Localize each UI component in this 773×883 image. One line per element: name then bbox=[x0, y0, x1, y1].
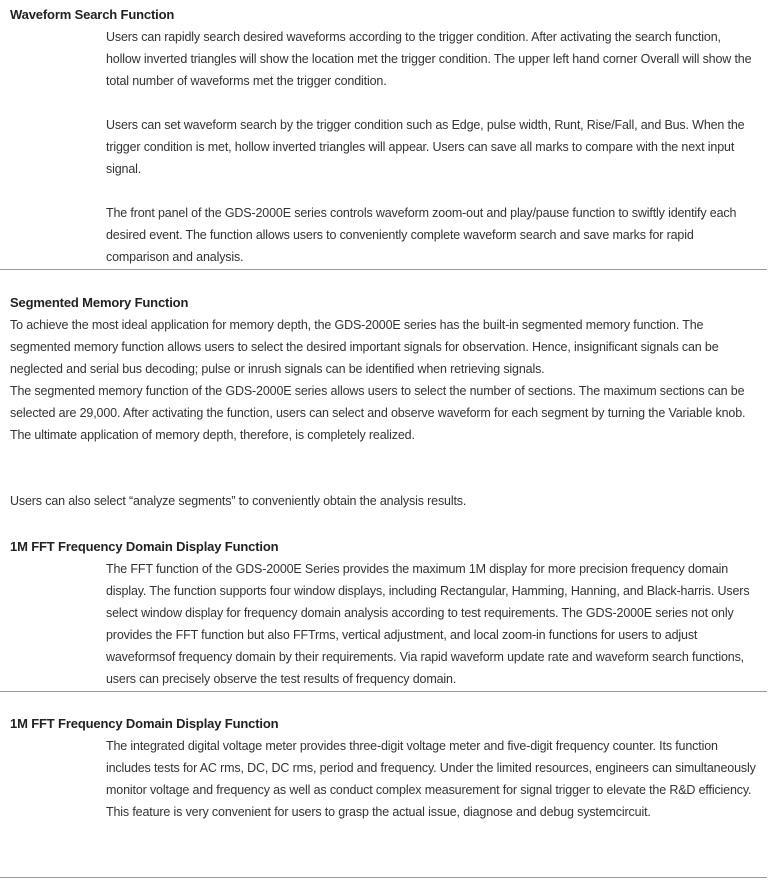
section-paragraph: The segmented memory function of the GDS-2000E series allows users to select the number of sections. The maximum sections can be selected are 29,000. After activating the function, users can select and observe waveform for each segment by turning the Variable knob. The ultimate application of memory depth, therefore, is completely realized. bbox=[10, 384, 746, 442]
section-paragraph: Users can rapidly search desired waveforms according to the trigger condition. After activating the search function, hollow inverted triangles will show the location met the trigger condition. The upper left hand corner Overall will show the total number of waveforms met the trigger condition. bbox=[106, 30, 752, 88]
section-heading: Waveform Search Function bbox=[10, 7, 175, 22]
section-divider bbox=[0, 691, 767, 692]
section-paragraph: The FFT function of the GDS-2000E Series provides the maximum 1M display for more precision frequency domain display. The function supports four window displays, including Rectangular, Hamming, Hanning, and Black-harris. Users select window display for frequency domain analysis according to test requirements. The GDS-2000E series not only provides the FFT function but also FFTrms, vertical adjustment, and local zoom-in functions for users to adjust waveformsof frequency domain by their requirements. Via rapid waveform update rate and waveform search functions, users can precisely observe the test results of frequency domain. bbox=[106, 562, 750, 686]
section-paragraph: The front panel of the GDS-2000E series controls waveform zoom-out and play/pause function to swiftly identify each desired event. The function allows users to conveniently complete waveform search and save marks for rapid comparison and analysis. bbox=[106, 206, 737, 264]
section-heading: Segmented Memory Function bbox=[10, 295, 189, 310]
section-divider bbox=[0, 269, 767, 270]
section-heading: 1M FFT Frequency Domain Display Function bbox=[10, 539, 279, 554]
section-heading: 1M FFT Frequency Domain Display Function bbox=[10, 716, 279, 731]
section-divider bbox=[0, 877, 767, 878]
section-paragraph: The integrated digital voltage meter provides three-digit voltage meter and five-digit frequency counter. Its function includes tests for AC rms, DC, DC rms, period and frequency. Under the limited resources, engineers can simultaneously monitor voltage and frequency as well as conduct complex measurement for signal trigger to elevate the R&D efficiency. This feature is very convenient for users to grasp the actual issue, diagnose and debug systemcircuit. bbox=[106, 739, 756, 819]
section-paragraph: Users can set waveform search by the trigger condition such as Edge, pulse width, Runt, Rise/Fall, and Bus. When the trigger condition is met, hollow inverted triangles will appear. Users can save all marks to compare with the next input signal. bbox=[106, 118, 745, 176]
section-paragraph: To achieve the most ideal application for memory depth, the GDS-2000E series has the built-in segmented memory function. The segmented memory function allows users to select the desired important signals for observation. Hence, insignificant signals can be neglected and serial bus decoding; pulse or inrush signals can be identified when retrieving signals. bbox=[10, 318, 719, 376]
section-paragraph: Users can also select “analyze segments” to conveniently obtain the analysis results. bbox=[10, 494, 467, 508]
